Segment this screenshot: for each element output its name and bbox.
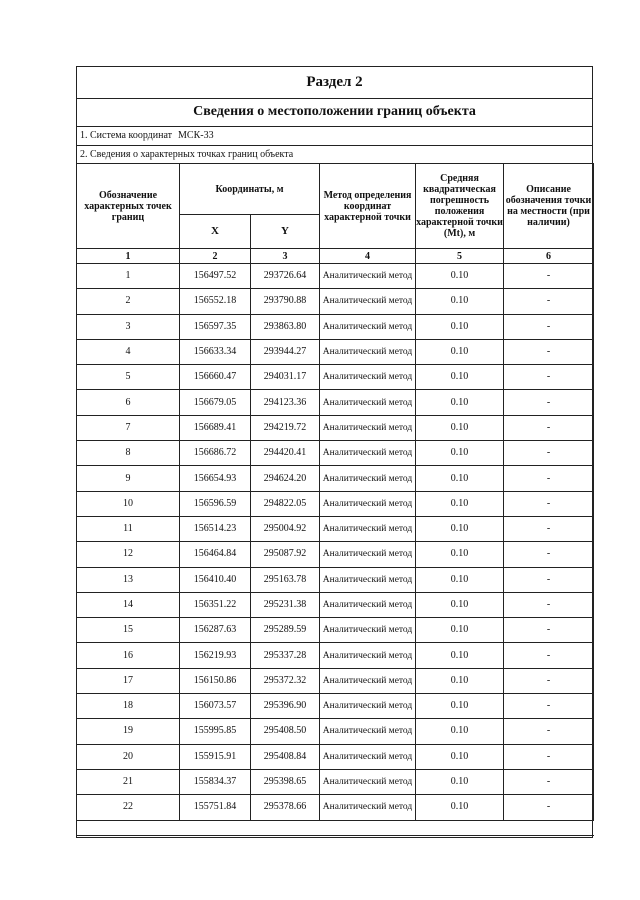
point-number-cell: 22 xyxy=(77,795,180,820)
description-cell: - xyxy=(504,542,594,567)
table-row xyxy=(77,441,594,466)
method-cell: Аналитический метод xyxy=(320,314,416,339)
x-coordinate-cell: 155834.37 xyxy=(180,769,251,794)
y-coordinate-cell: 295396.90 xyxy=(251,694,320,719)
y-coordinate-cell: 293726.64 xyxy=(251,264,320,289)
table-body xyxy=(77,264,594,836)
y-coordinate-cell: 293790.88 xyxy=(251,289,320,314)
table-row xyxy=(77,769,594,794)
description-cell: - xyxy=(504,264,594,289)
y-coordinate-cell: 295408.50 xyxy=(251,719,320,744)
description-cell: - xyxy=(504,466,594,491)
y-coordinate-cell: 294219.72 xyxy=(251,415,320,440)
column-number: 5 xyxy=(416,249,504,264)
x-coordinate-cell: 156686.72 xyxy=(180,441,251,466)
table-row xyxy=(77,314,594,339)
accuracy-cell: 0.10 xyxy=(416,390,504,415)
section-title: Раздел 2 xyxy=(77,67,592,99)
point-number-cell: 12 xyxy=(77,542,180,567)
table-row xyxy=(77,795,594,820)
column-number: 4 xyxy=(320,249,416,264)
x-coordinate-cell: 155995.85 xyxy=(180,719,251,744)
method-cell: Аналитический метод xyxy=(320,643,416,668)
method-cell: Аналитический метод xyxy=(320,415,416,440)
coord-system-value: МСК-33 xyxy=(178,130,214,141)
description-cell: - xyxy=(504,668,594,693)
y-coordinate-cell: 295408.84 xyxy=(251,744,320,769)
x-coordinate-cell: 156596.59 xyxy=(180,491,251,516)
column-number: 1 xyxy=(77,249,180,264)
point-number-cell: 11 xyxy=(77,516,180,541)
y-coordinate-cell: 295378.66 xyxy=(251,795,320,820)
accuracy-cell: 0.10 xyxy=(416,542,504,567)
y-coordinate-cell: 295004.92 xyxy=(251,516,320,541)
point-number-cell: 5 xyxy=(77,365,180,390)
header-description: Описание обозначения точки на местности (при наличии) xyxy=(504,164,594,249)
coord-system-row xyxy=(77,126,592,146)
header-y: Y xyxy=(251,215,320,249)
accuracy-cell: 0.10 xyxy=(416,516,504,541)
table-row xyxy=(77,339,594,364)
x-coordinate-cell: 156073.57 xyxy=(180,694,251,719)
accuracy-cell: 0.10 xyxy=(416,618,504,643)
accuracy-cell: 0.10 xyxy=(416,694,504,719)
x-coordinate-cell: 156219.93 xyxy=(180,643,251,668)
point-number-cell: 8 xyxy=(77,441,180,466)
table-row xyxy=(77,668,594,693)
document-sheet xyxy=(76,66,593,838)
description-cell: - xyxy=(504,744,594,769)
table-row xyxy=(77,466,594,491)
table-row xyxy=(77,264,594,289)
x-coordinate-cell: 156150.86 xyxy=(180,668,251,693)
y-coordinate-cell: 295289.59 xyxy=(251,618,320,643)
table-row xyxy=(77,643,594,668)
description-cell: - xyxy=(504,365,594,390)
table-row xyxy=(77,744,594,769)
method-cell: Аналитический метод xyxy=(320,339,416,364)
point-number-cell: 6 xyxy=(77,390,180,415)
description-cell: - xyxy=(504,491,594,516)
point-number-cell: 15 xyxy=(77,618,180,643)
y-coordinate-cell: 295163.78 xyxy=(251,567,320,592)
table-row xyxy=(77,719,594,744)
y-coordinate-cell: 294420.41 xyxy=(251,441,320,466)
x-coordinate-cell: 155915.91 xyxy=(180,744,251,769)
accuracy-cell: 0.10 xyxy=(416,466,504,491)
header-designation: Обозначение характерных точек границ xyxy=(77,164,180,249)
point-number-cell: 17 xyxy=(77,668,180,693)
method-cell: Аналитический метод xyxy=(320,289,416,314)
description-cell: - xyxy=(504,390,594,415)
table-row xyxy=(77,618,594,643)
accuracy-cell: 0.10 xyxy=(416,795,504,820)
method-cell: Аналитический метод xyxy=(320,795,416,820)
method-cell: Аналитический метод xyxy=(320,365,416,390)
accuracy-cell: 0.10 xyxy=(416,769,504,794)
method-cell: Аналитический метод xyxy=(320,390,416,415)
y-coordinate-cell: 295231.38 xyxy=(251,592,320,617)
accuracy-cell: 0.10 xyxy=(416,643,504,668)
description-cell: - xyxy=(504,441,594,466)
method-cell: Аналитический метод xyxy=(320,694,416,719)
table-row xyxy=(77,289,594,314)
point-number-cell: 19 xyxy=(77,719,180,744)
point-number-cell: 7 xyxy=(77,415,180,440)
method-cell: Аналитический метод xyxy=(320,769,416,794)
point-number-cell: 18 xyxy=(77,694,180,719)
coord-system-label: 1. Система координат xyxy=(80,130,173,141)
accuracy-cell: 0.10 xyxy=(416,314,504,339)
accuracy-cell: 0.10 xyxy=(416,744,504,769)
point-number-cell: 9 xyxy=(77,466,180,491)
header-accuracy: Средняя квадратическая погрешность положения характерной точки (Mt), м xyxy=(416,164,504,249)
point-number-cell: 21 xyxy=(77,769,180,794)
method-cell: Аналитический метод xyxy=(320,264,416,289)
accuracy-cell: 0.10 xyxy=(416,719,504,744)
header-method: Метод определения координат характерной точки xyxy=(320,164,416,249)
accuracy-cell: 0.10 xyxy=(416,491,504,516)
column-number: 6 xyxy=(504,249,594,264)
x-coordinate-cell: 156633.34 xyxy=(180,339,251,364)
accuracy-cell: 0.10 xyxy=(416,365,504,390)
y-coordinate-cell: 294123.36 xyxy=(251,390,320,415)
x-coordinate-cell: 156497.52 xyxy=(180,264,251,289)
description-cell: - xyxy=(504,618,594,643)
point-number-cell: 4 xyxy=(77,339,180,364)
accuracy-cell: 0.10 xyxy=(416,441,504,466)
accuracy-cell: 0.10 xyxy=(416,264,504,289)
accuracy-cell: 0.10 xyxy=(416,592,504,617)
method-cell: Аналитический метод xyxy=(320,567,416,592)
empty-cell xyxy=(77,820,594,835)
accuracy-cell: 0.10 xyxy=(416,415,504,440)
method-cell: Аналитический метод xyxy=(320,491,416,516)
y-coordinate-cell: 295337.28 xyxy=(251,643,320,668)
method-cell: Аналитический метод xyxy=(320,466,416,491)
table-row xyxy=(77,491,594,516)
point-number-cell: 14 xyxy=(77,592,180,617)
boundary-points-table xyxy=(76,163,594,836)
table-row xyxy=(77,365,594,390)
description-cell: - xyxy=(504,314,594,339)
table-row xyxy=(77,390,594,415)
description-cell: - xyxy=(504,694,594,719)
accuracy-cell: 0.10 xyxy=(416,339,504,364)
method-cell: Аналитический метод xyxy=(320,516,416,541)
y-coordinate-cell: 294822.05 xyxy=(251,491,320,516)
table-row xyxy=(77,567,594,592)
x-coordinate-cell: 156287.63 xyxy=(180,618,251,643)
x-coordinate-cell: 156552.18 xyxy=(180,289,251,314)
point-number-cell: 2 xyxy=(77,289,180,314)
x-coordinate-cell: 156654.93 xyxy=(180,466,251,491)
point-number-cell: 13 xyxy=(77,567,180,592)
x-coordinate-cell: 156351.22 xyxy=(180,592,251,617)
description-cell: - xyxy=(504,415,594,440)
description-cell: - xyxy=(504,795,594,820)
x-coordinate-cell: 156597.35 xyxy=(180,314,251,339)
y-coordinate-cell: 294031.17 xyxy=(251,365,320,390)
y-coordinate-cell: 293944.27 xyxy=(251,339,320,364)
accuracy-cell: 0.10 xyxy=(416,567,504,592)
description-cell: - xyxy=(504,719,594,744)
description-cell: - xyxy=(504,643,594,668)
x-coordinate-cell: 156464.84 xyxy=(180,542,251,567)
point-number-cell: 10 xyxy=(77,491,180,516)
table-row xyxy=(77,694,594,719)
x-coordinate-cell: 155751.84 xyxy=(180,795,251,820)
point-number-cell: 16 xyxy=(77,643,180,668)
x-coordinate-cell: 156514.23 xyxy=(180,516,251,541)
description-cell: - xyxy=(504,516,594,541)
points-heading: 2. Сведения о характерных точках границ объекта xyxy=(77,145,592,164)
description-cell: - xyxy=(504,339,594,364)
accuracy-cell: 0.10 xyxy=(416,289,504,314)
method-cell: Аналитический метод xyxy=(320,719,416,744)
description-cell: - xyxy=(504,289,594,314)
header-x: X xyxy=(180,215,251,249)
y-coordinate-cell: 295372.32 xyxy=(251,668,320,693)
x-coordinate-cell: 156660.47 xyxy=(180,365,251,390)
y-coordinate-cell: 293863.80 xyxy=(251,314,320,339)
description-cell: - xyxy=(504,769,594,794)
method-cell: Аналитический метод xyxy=(320,542,416,567)
y-coordinate-cell: 295398.65 xyxy=(251,769,320,794)
header-coordinates: Координаты, м xyxy=(180,164,320,215)
column-number: 3 xyxy=(251,249,320,264)
table-row xyxy=(77,542,594,567)
empty-row xyxy=(77,820,594,835)
column-number: 2 xyxy=(180,249,251,264)
accuracy-cell: 0.10 xyxy=(416,668,504,693)
method-cell: Аналитический метод xyxy=(320,618,416,643)
y-coordinate-cell: 294624.20 xyxy=(251,466,320,491)
point-number-cell: 20 xyxy=(77,744,180,769)
method-cell: Аналитический метод xyxy=(320,441,416,466)
table-row xyxy=(77,592,594,617)
x-coordinate-cell: 156689.41 xyxy=(180,415,251,440)
method-cell: Аналитический метод xyxy=(320,744,416,769)
description-cell: - xyxy=(504,567,594,592)
x-coordinate-cell: 156679.05 xyxy=(180,390,251,415)
section-subtitle: Сведения о местоположении границ объекта xyxy=(77,98,592,127)
method-cell: Аналитический метод xyxy=(320,592,416,617)
point-number-cell: 3 xyxy=(77,314,180,339)
y-coordinate-cell: 295087.92 xyxy=(251,542,320,567)
table-row xyxy=(77,516,594,541)
x-coordinate-cell: 156410.40 xyxy=(180,567,251,592)
table-row xyxy=(77,415,594,440)
point-number-cell: 1 xyxy=(77,264,180,289)
method-cell: Аналитический метод xyxy=(320,668,416,693)
description-cell: - xyxy=(504,592,594,617)
